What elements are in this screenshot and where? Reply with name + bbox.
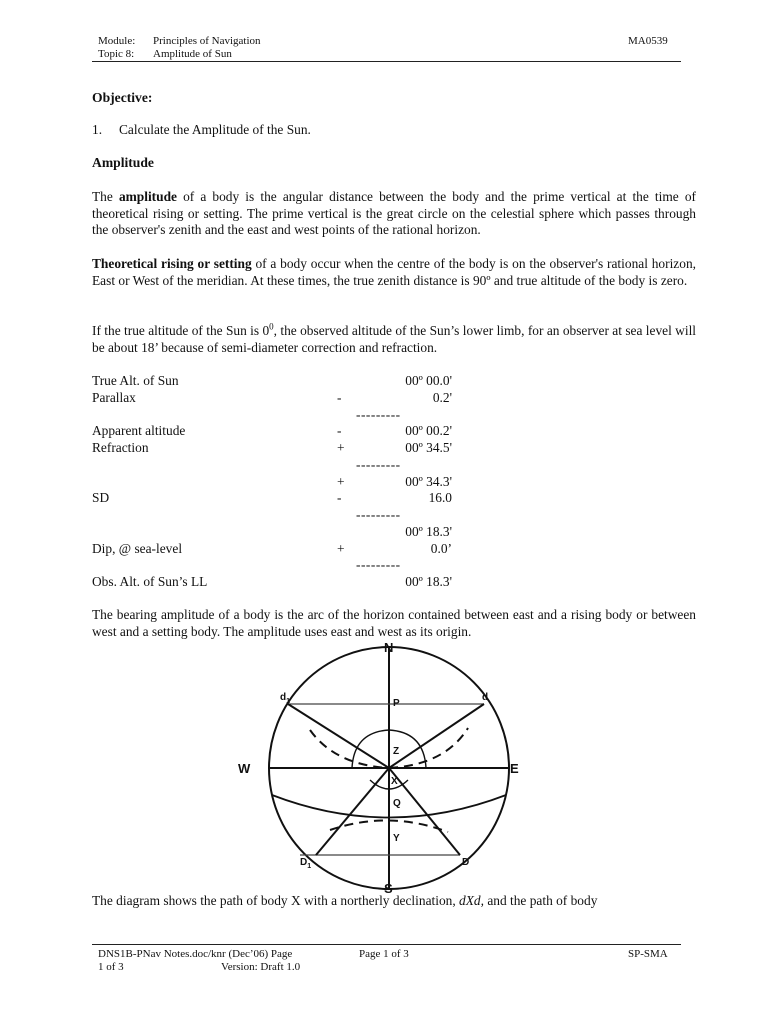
label-P: P xyxy=(393,698,400,709)
calc-row-value: 00º 34.5' xyxy=(405,440,452,455)
amplitude-p2-post: of a body occur when the centre of the body is on the observer's rational horizon, East or West of the meridian. At these times, the true zenith distance is 90º and true altitude of the body is zero. xyxy=(92,256,696,288)
calc-row-value: 00º 18.3' xyxy=(405,523,452,539)
calc-row-value: 00º 00.2' xyxy=(405,423,452,439)
header-topic-value: Amplitude of Sun xyxy=(153,48,232,60)
amplitude-p1-bold: amplitude xyxy=(118,189,177,204)
calc-row-separator: --------- xyxy=(356,557,401,573)
objective-item-number: 1. xyxy=(92,122,103,137)
calc-row xyxy=(92,373,452,390)
calc-row-label: Parallax xyxy=(92,389,136,405)
calc-row-value: 0.2' xyxy=(432,389,452,405)
calc-row-value: 16.0 xyxy=(428,490,452,506)
altitude-calculation xyxy=(92,373,452,593)
amplitude-p3-pre: If the true altitude of the Sun is 0 xyxy=(92,323,270,338)
label-d1: $d_1$ xyxy=(280,692,291,705)
calc-row-separator: --------- xyxy=(356,406,401,422)
calc-row xyxy=(92,524,452,541)
amplitude-paragraph-3 xyxy=(92,323,696,356)
amplitude-p3-sup: 0 xyxy=(269,321,274,332)
header-rule xyxy=(92,61,681,62)
calc-row xyxy=(92,474,452,491)
objective-item-text: Calculate the Amplitude of the Sun. xyxy=(119,122,311,137)
amplitude-diagram xyxy=(230,640,530,900)
calc-row-label: True Alt. of Sun xyxy=(92,373,179,388)
calc-row-sign: - xyxy=(337,490,342,506)
calc-row xyxy=(92,507,452,524)
diagram-caption xyxy=(92,893,696,910)
label-Q: Q xyxy=(393,798,401,809)
amplitude-heading: Amplitude xyxy=(92,155,154,170)
label-W: W xyxy=(238,761,251,776)
header-module-label: Module: xyxy=(98,35,136,47)
label-D: D xyxy=(462,857,470,868)
calc-row xyxy=(92,440,452,457)
path-dXd-right xyxy=(389,728,468,768)
calc-row-label: Dip, @ sea-level xyxy=(92,540,183,556)
calc-row xyxy=(92,457,452,474)
calc-row xyxy=(92,557,452,574)
calc-row-sign: + xyxy=(337,540,345,556)
calc-row-sign: - xyxy=(337,389,342,405)
calc-row-label: Apparent altitude xyxy=(92,423,186,439)
calc-row xyxy=(92,574,452,591)
label-Z: Z xyxy=(393,746,400,757)
amplitude-p2-bold: Theoretical rising or setting xyxy=(92,256,252,271)
calc-row-sign: + xyxy=(337,473,345,489)
calc-row-value: 00º 18.3' xyxy=(405,574,452,589)
calc-row-sign: + xyxy=(337,440,345,455)
label-d: d xyxy=(482,692,489,703)
footer-version: Version: Draft 1.0 xyxy=(221,961,301,973)
amplitude-p1-pre: The xyxy=(92,189,119,204)
header-module-value: Principles of Navigation xyxy=(153,35,261,47)
calc-row-label: Obs. Alt. of Sun’s LL xyxy=(92,574,208,589)
footer-left-line2: 1 of 3 xyxy=(98,961,124,973)
label-Y: Y xyxy=(393,833,400,844)
label-S: S xyxy=(384,881,393,896)
label-X: X xyxy=(391,776,398,787)
calc-row xyxy=(92,490,452,507)
label-E: E xyxy=(510,761,519,776)
footer-rule xyxy=(92,944,681,945)
footer-right: SP-SMA xyxy=(628,948,668,960)
amplitude-paragraph-2 xyxy=(92,256,696,289)
amplitude-p3-post: , the observed altitude of the Sun’s lower limb, for an observer at sea level will be about 18’ because of semi-diameter correction and refraction. xyxy=(92,323,697,355)
calc-row-label: Refraction xyxy=(92,440,149,455)
calc-row-value: 00º 34.3' xyxy=(405,473,452,489)
calc-row-value: 00º 00.0' xyxy=(405,373,452,388)
label-N: N xyxy=(384,640,394,655)
calc-row xyxy=(92,423,452,440)
calc-row-sign: - xyxy=(337,423,342,439)
amplitude-paragraph-1 xyxy=(92,189,696,239)
caption-pre: The diagram shows the path of body X with a northerly declination, xyxy=(92,893,460,908)
line-x-d1 xyxy=(288,704,389,768)
caption-italic: dXd, xyxy=(459,893,484,908)
calc-row-value: 0.0’ xyxy=(430,540,452,556)
footer-page: Page 1 of 3 xyxy=(359,948,409,960)
bearing-amplitude-paragraph: The bearing amplitude of a body is the arc of the horizon contained between east and a rising body or between west and a setting body. The amplitude uses east and west as its origin. xyxy=(92,607,696,639)
line-x-d xyxy=(389,704,484,768)
calc-row xyxy=(92,390,452,407)
label-D1: $D_1$ xyxy=(300,857,312,870)
objective-heading: Objective: xyxy=(92,90,153,105)
amplitude-p1-post: of a body is the angular distance between the body and the prime vertical at the time of theoretical rising or setting. The prime vertical is the great circle on the celestial sphere which passes through the observer's zenith and the east and west points of the rational horizon. xyxy=(92,189,696,238)
path-dXd-left xyxy=(310,730,389,768)
calc-row-separator: --------- xyxy=(356,456,401,472)
caption-post: and the path of body xyxy=(483,893,598,908)
calc-row-label: SD xyxy=(92,490,110,506)
header-code: MA0539 xyxy=(628,35,668,47)
header-topic-label: Topic 8: xyxy=(98,48,135,60)
calc-row xyxy=(92,541,452,558)
calc-row xyxy=(92,407,452,424)
calc-row-separator: --------- xyxy=(356,507,401,522)
footer-left-line1: DNS1B-PNav Notes.doc/knr (Dec’06) Page xyxy=(98,948,293,960)
